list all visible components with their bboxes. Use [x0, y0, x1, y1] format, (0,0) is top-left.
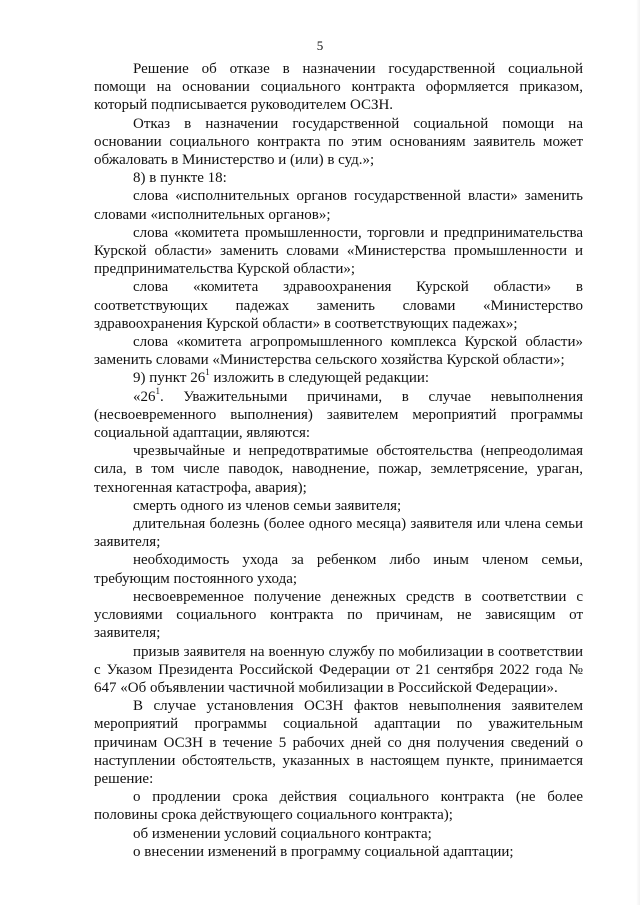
superscript: 1 [155, 385, 160, 396]
document-body [94, 60, 583, 861]
paragraph: несвоевременное получение денежных средств в соответствии с условиями социального контракта по причинам, не зависящим от заявителя; [94, 588, 583, 642]
paragraph: Решение об отказе в назначении государственной социальной помощи на основании социального контракта оформляется приказом, который подписывается руководителем ОСЗН. [94, 61, 583, 114]
paragraph: о внесении изменений в программу социальной адаптации; [133, 843, 514, 860]
paragraph: слова «исполнительных органов государственной власти» заменить словами «исполнительных органов»; [94, 188, 583, 223]
paragraph: призыв заявителя на военную службу по мобилизации в соответствии с Указом Президента Российской Федерации от 21 сентября 2022 года № 647 «Об объявлении частичной мобилизации в Российской Федерации». [94, 643, 583, 696]
paragraph: о продлении срока действия социального контракта (не более половины срока действующего социального контракта); [94, 789, 583, 824]
paragraph: необходимость ухода за ребенком либо иным членом семьи, требующим постоянного ухода; [94, 552, 583, 587]
paragraph: чрезвычайные и непредотвратимые обстоятельства (непреодолимая сила, в том числе паводок, наводнение, пожар, землетрясение, ураган, техногенная катастрофа, авария); [94, 443, 583, 496]
paragraph: 8) в пункте 18: [133, 170, 227, 187]
page-number: 5 [316, 38, 324, 53]
page-edge-shadow [636, 0, 640, 905]
paragraph-item-26-1 [94, 385, 583, 443]
item26-open: «26 [133, 388, 156, 405]
item9-text: 9) пункт 26 [133, 370, 206, 387]
item9-text-rest: изложить в следующей редакции: [209, 370, 430, 387]
paragraph-item-9 [94, 369, 583, 387]
paragraph: Отказ в назначении государственной социальной помощи на основании социального контракта по этим основаниям заявитель может обжаловать в Министерство и (или) в суд.»; [94, 115, 583, 169]
paragraph: слова «комитета промышленности, торговли и предпринимательства Курской области» заменить словами «Министерства промышленности и предпринимательства Курской области»; [94, 224, 583, 278]
paragraph: слова «комитета здравоохранения Курской области» в соответствующих падежах заменить словами «Министерство здравоохранения Курской области» в соответствующих падежах»; [94, 279, 583, 332]
superscript: 1 [205, 367, 210, 378]
paragraph: В случае установления ОСЗН фактов невыполнения заявителем мероприятий программы социальной адаптации по уважительным причинам ОСЗН в течение 5 рабочих дней со дня получения сведений о наступлении обстоятельств, указанных в настоящем пункте, принимается решение: [94, 698, 583, 787]
paragraph: длительная болезнь (более одного месяца) заявителя или члена семьи заявителя; [94, 516, 583, 551]
paragraph: слова «комитета агропромышленного комплекса Курской области» заменить словами «Министерства сельского хозяйства Курской области»; [94, 334, 583, 369]
paragraph: смерть одного из членов семьи заявителя; [133, 497, 402, 514]
item26-text: . Уважительными причинами, в случае невыполнения (несвоевременного выполнения) заявителем мероприятий программы социальной адаптации, являются: [94, 388, 583, 442]
paragraph: об изменении условий социального контракта; [133, 825, 432, 842]
